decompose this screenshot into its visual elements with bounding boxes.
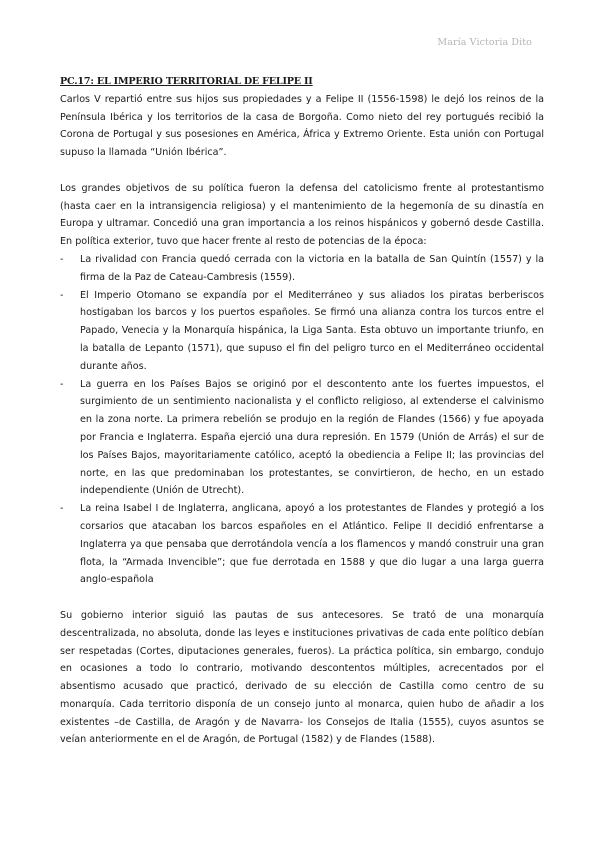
list-item — [60, 500, 544, 589]
list-item-text: La rivalidad con Francia quedó cerrada con la victoria en la batalla de San Quintín (1557) y la firma de la Paz de Cateau-Cambresis (1559). — [80, 253, 544, 283]
list-item — [60, 251, 544, 287]
bullet-dash: - — [60, 503, 64, 515]
bullet-dash: - — [60, 378, 64, 390]
list-item — [60, 287, 544, 376]
list-item-text: El Imperio Otomano se expandía por el Mediterráneo y sus aliados los piratas berberiscos hostigaban los barcos y los puertos españoles. Se firmó una alianza contra los turcos entre el Papado, Venecia y la Monarquía hispánica, la Liga Santa. Esta obtuvo un importante triunfo, en la batalla de Lepanto (1571), que supuso el fin del peligro turco en el Mediterráneo occidental durante años. — [80, 289, 544, 372]
document-title: PC.17: EL IMPERIO TERRITORIAL DE FELIPE II — [60, 76, 313, 87]
bullet-dash: - — [60, 289, 64, 301]
interior-paragraph: Su gobierno interior siguió las pautas de sus antecesores. Se trató de una monarquía descentralizada, no absoluta, donde las leyes e instituciones privativas de cada ente político debían ser respetadas (Cortes, diputaciones generales, fueros). La práctica política, sin embargo, condujo en ocasiones a todo lo contrario, motivando descontentos múltiples, acrecentados por el absentismo acusado que practicó, derivado de su elección de Castilla como centro de su monarquía. Cada territorio disponía de un consejo junto al monarca, quien hubo de añadir a los existentes –de Castilla, de Aragón y de Navarra- los Consejos de Italia (1555), cuyos asuntos se veían anteriormente en el de Aragón, de Portugal (1582) y de Flandes (1588). — [60, 609, 544, 746]
list-item-text: La reina Isabel I de Inglaterra, anglicana, apoyó a los protestantes de Flandes y protegió a los corsarios que atacaban los barcos españoles en el Atlántico. Felipe II decidió enfrentarse a Inglaterra ya que pensaba que derrotándola vencía a los flamencos y mandó construir una gran flota, la “Armada Invencible”; que fue derrotada en 1588 y que dio lugar a una larga guerra anglo-española — [80, 503, 544, 586]
paragraph-spacer — [60, 589, 544, 607]
bullet-dash: - — [60, 253, 64, 265]
list-item-text: La guerra en los Países Bajos se originó por el descontento ante los fuertes impuestos, el surgimiento de un sentimiento nacionalista y el conflicto religioso, al extenderse el calvinismo en la zona norte. La primera rebelión se produjo en la región de Flandes (1566) y fue apoyada por Francia e Inglaterra. España ejerció una dura represión. En 1579 (Unión de Arrás) el sur de los Países Bajos, mayoritariamente católico, aceptó la obediencia a Felipe II; las provincias del norte, en las que predominaban los protestantes, se convirtieron, de hecho, en un estado independiente (Unión de Utrecht). — [80, 378, 544, 497]
document-body — [60, 73, 544, 749]
intro-paragraph: Carlos V repartió entre sus hijos sus propiedades y a Felipe II (1556-1598) le dejó los reinos de la Península Ibérica y los territorios de la casa de Borgoña. Como nieto del rey portugués recibió la Corona de Portugal y sus posesiones en América, África y Extremo Oriente. Esta unión con Portugal supuso la llamada “Unión Ibérica”. — [60, 93, 544, 159]
foreign-policy-list — [60, 251, 544, 589]
author-name: María Victoria Dito — [437, 37, 532, 48]
objectives-paragraph: Los grandes objetivos de su política fueron la defensa del catolicismo frente al protestantismo (hasta caer en la intransigencia religiosa) y el mantenimiento de la hegemonía de su dinastía en Europa y ultramar. Concedió una gran importancia a los reinos hispánicos y gobernó desde Castilla. En política exterior, tuvo que hacer frente al resto de potencias de la época: — [60, 182, 544, 248]
paragraph-spacer — [60, 162, 544, 180]
list-item — [60, 376, 544, 501]
